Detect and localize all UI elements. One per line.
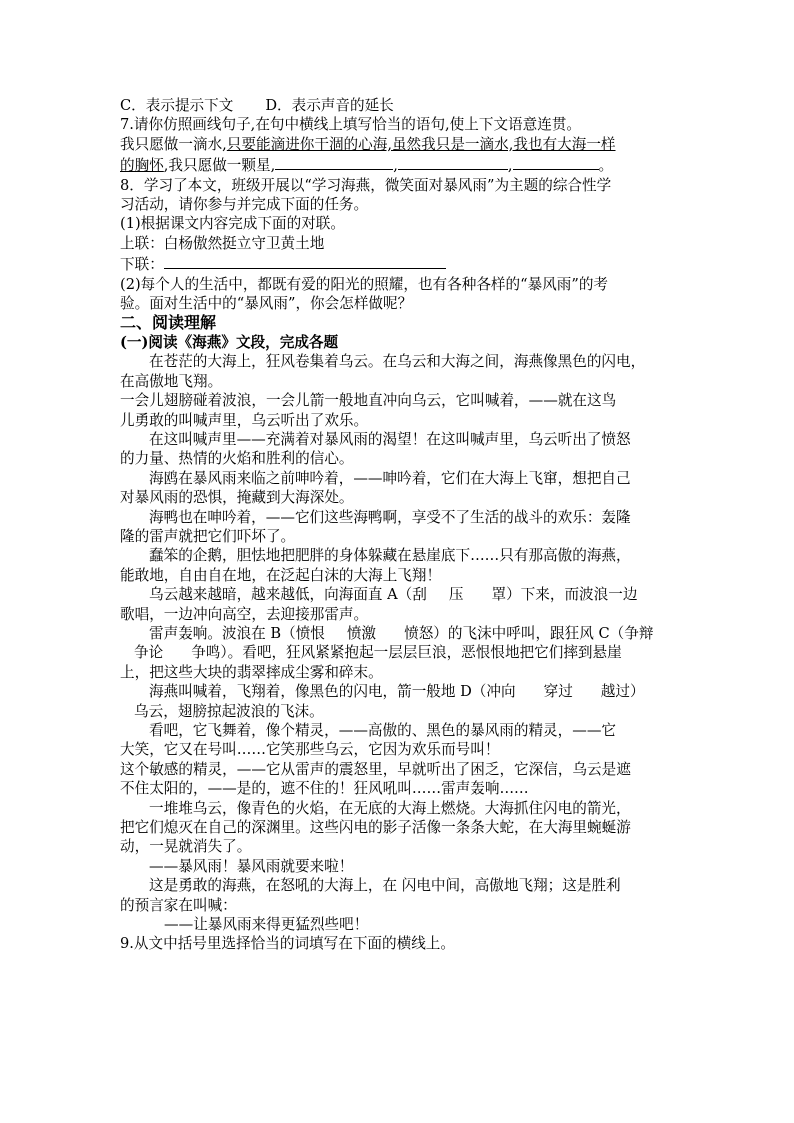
q7-line-1: 我只愿做一滴水,只要能滴进你干涸的心海,虽然我只是一滴水,我也有大海一样 — [120, 135, 616, 153]
q8-sub-1: (1)根据课文内容完成下面的对联。 — [120, 215, 345, 233]
q9-prompt: 9.从文中括号里选择恰当的词填写在下面的横线上。 — [120, 935, 455, 953]
q7-blank-2[interactable] — [398, 154, 508, 170]
q7-blank-3[interactable] — [513, 154, 599, 170]
choice-d-line: 海燕叫喊着，飞翔着，像黑色的闪电，箭一般地 D（冲向 穿过 越过） — [149, 683, 645, 701]
q7-line-2: 的胸怀,我只愿做一颗星, , , 。 — [120, 154, 676, 175]
section-heading: 二、阅读理解 — [120, 313, 217, 333]
choice-c-line: 争论 争鸣）。看吧，狂风紧紧抱起一层层巨浪，恶恨恨地把它们摔到悬崖 — [134, 644, 622, 662]
worksheet-page: C．表示提示下文 D．表示声音的延长 7.请你仿照画线句子,在句中横线上填写恰当的语句,使上下文语意连贯。 我只愿做一滴水,只要能滴进你干涸的心海,虽然我只是一滴水,我也有大海一样 的胸怀,我只愿做一颗星, , , 。 8．学习了本文，班级开展以“学习海燕，微笑面对暴风雨”为主题的综合性学 习活动，请你参与并完成下面的任务。 (1)根据课文内容完成下面的对联。 上联：白杨傲然挺立守卫黄土地 下联： (2)每个人的生活中，都既有爱的阳光的照耀，也有各种各样的“暴风雨”的考 验。面对生活中的“暴风雨”，你会怎样做呢？ 二、阅读理解 (一)阅读《海燕》文段，完成各题 在苍茫的大海上，狂风卷集着乌云。在乌云和大海之间，海燕像黑色的闪电， 在高傲地飞翔。 一会儿翅膀碰着波浪，一会儿箭一般地直冲向乌云，它叫喊着，——就在这鸟 儿勇敢的叫喊声里，乌云听出了欢乐。 在这叫喊声里——充满着对暴风雨的渴望！在这叫喊声里，乌云听出了愤怒 的力量、热情的火焰和胜利的信心。 海鸥在暴风雨来临之前呻吟着，——呻吟着，它们在大海上飞窜，想把自己 对暴风雨的恐惧，掩藏到大海深处。 海鸭也在呻吟着，——它们这些海鸭啊，享受不了生活的战斗的欢乐：轰隆 隆的雷声就把它们吓坏了。 蠢笨的企鹅，胆怯地把肥胖的身体躲藏在悬崖底下……只有那高傲的海燕， 能敢地，自由自在地，在泛起白沫的大海上飞翔！ 乌云越来越暗，越来越低，向海面直 A（刮 压 罩）下来，而波浪一边 歌唱，一边冲向高空，去迎接那雷声。 雷声轰响。波浪在 B（愤恨 愤激 愤怒）的飞沫中呼叫，跟狂风 C（争辩 争论 争鸣）。看吧，狂风紧紧抱起一层层巨浪，恶恨恨地把它们摔到悬崖 上，把这些大块的翡翠摔成尘雾和碎末。 海燕叫喊着，飞翔着，像黑色的闪电，箭一般地 D（冲向 穿过 越过） 乌云，翅膀掠起波浪的飞沫。 看吧，它飞舞着，像个精灵，——高傲的、黑色的暴风雨的精灵，——它 大笑，它又在号叫……它笑那些乌云，它因为欢乐而号叫！ 这个敏感的精灵，——它从雷声的震怒里，早就听出了困乏，它深信，乌云是遮 不住太阳的，——是的，遮不住的！狂风吼叫……雷声轰响…… 一堆堆乌云，像青色的火焰，在无底的大海上燃烧。大海抓住闪电的箭光， 把它们熄灭在自己的深渊里。这些闪电的影子活像一条条大蛇，在大海里蜿蜒游 动，一晃就消失了。 ——暴风雨！暴风雨就要来啦！ 这是勇敢的海燕，在怒吼的大海上，在 闪电中间，高傲地飞翔；这是胜利 的预言家在叫喊： ——让暴风雨来得更猛烈些吧！ 9.从文中括号里选择恰当的词填写在下面的横线上。 — [120, 96, 676, 954]
choice-b-line: 雷声轰响。波浪在 B（愤恨 愤激 愤怒）的飞沫中呼叫，跟狂风 C（争辩 — [149, 624, 654, 642]
q7-prompt: 7.请你仿照画线句子,在句中横线上填写恰当的语句,使上下文语意连贯。 — [120, 116, 582, 134]
q8-line-2: 习活动，请你参与并完成下面的任务。 — [120, 196, 369, 214]
q6-option-c: C．表示提示下文 — [120, 97, 234, 114]
q6-options — [120, 96, 676, 115]
q6-option-d: D．表示声音的延长 — [265, 97, 394, 114]
q8-line-1: 8．学习了本文，班级开展以“学习海燕，微笑面对暴风雨”为主题的综合性学 — [120, 176, 612, 194]
choice-a-line: 乌云越来越暗，越来越低，向海面直 A（刮 压 罩）下来，而波浪一边 — [149, 586, 638, 604]
q7-example-underlined: 只要能滴进你干涸的心海,虽然我只是一滴水,我也有大海一样 — [226, 135, 616, 153]
q8-sub-2b: 验。面对生活中的“暴风雨”，你会怎样做呢？ — [120, 295, 413, 313]
couplet-upper: 上联：白杨傲然挺立守卫黄土地 — [120, 234, 325, 252]
couplet-lower: 下联： — [120, 253, 676, 274]
q8-sub-2a: (2)每个人的生活中，都既有爱的阳光的照耀，也有各种各样的“暴风雨”的考 — [120, 275, 609, 293]
subsection-heading: (一)阅读《海燕》文段，完成各题 — [120, 333, 339, 351]
q7-blank-1[interactable] — [275, 154, 393, 170]
couplet-lower-blank[interactable] — [164, 253, 446, 269]
